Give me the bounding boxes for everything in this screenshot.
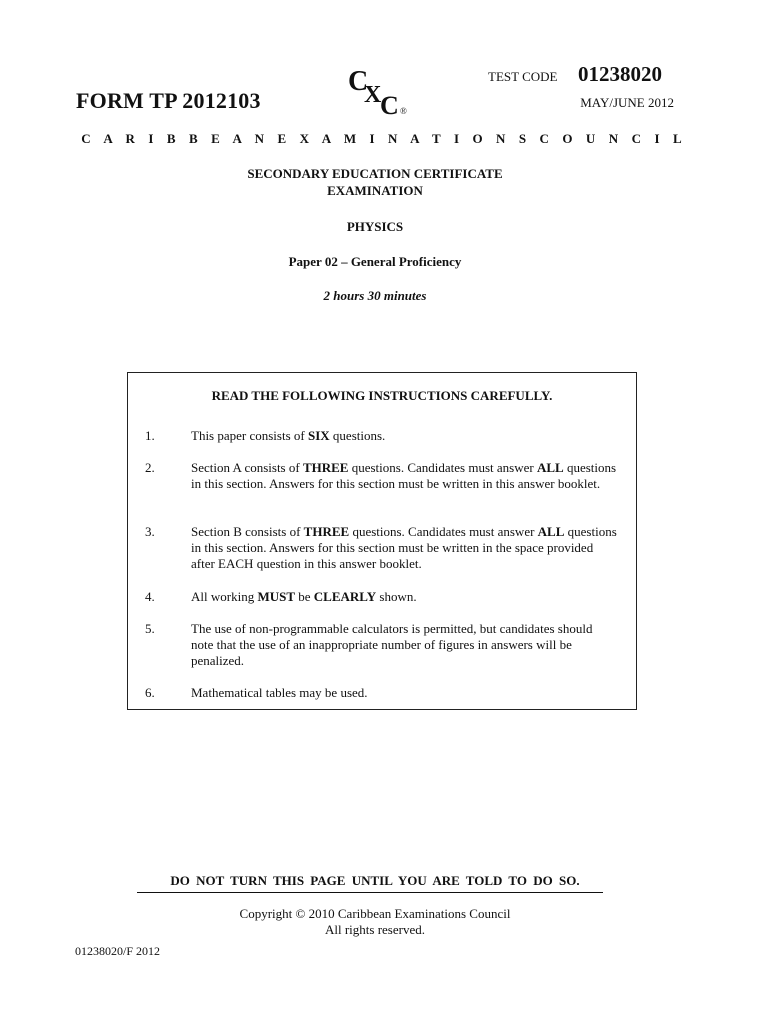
- instruction-number: 3.: [145, 524, 155, 539]
- instructions-title: READ THE FOLLOWING INSTRUCTIONS CAREFULLY.: [211, 388, 553, 403]
- instruction-number: 6.: [145, 685, 155, 700]
- council-name: C A R I B B E A N E X A M I N A T I O N S C O U N C I L: [81, 131, 687, 146]
- instruction-text: This paper consists of SIX questions.: [191, 428, 386, 443]
- logo-registered-mark: ®: [400, 106, 407, 116]
- copyright-line: Copyright © 2010 Caribbean Examinations Council: [239, 906, 511, 921]
- warning-underline: [137, 892, 603, 893]
- test-code-value: 01238020: [578, 62, 662, 86]
- instruction-text: All working MUST be CLEARLY shown.: [191, 589, 417, 604]
- test-code-label: TEST CODE: [488, 69, 558, 84]
- subject-name: PHYSICS: [346, 219, 404, 234]
- cxc-logo: [344, 64, 416, 120]
- logo-letter-c2: C: [380, 91, 399, 120]
- logo-letter-x: X: [364, 82, 382, 108]
- instructions-box: [127, 372, 637, 710]
- exam-title-line1: SECONDARY EDUCATION CERTIFICATE: [247, 166, 503, 181]
- paper-name: Paper 02 – General Proficiency: [288, 254, 462, 269]
- instruction-number: 2.: [145, 460, 155, 475]
- instruction-text: The use of non-programmable calculators is permitted, but candidates should note that the use of an inappropriate number of figures in answers will be penalized.: [191, 621, 593, 668]
- do-not-turn-warning: DO NOT TURN THIS PAGE UNTIL YOU ARE TOLD TO DO SO.: [170, 873, 580, 888]
- instruction-text: Mathematical tables may be used.: [191, 685, 368, 700]
- exam-session: MAY/JUNE 2012: [580, 95, 674, 110]
- instruction-text: Section B consists of THREE questions. Candidates must answer ALL questions in this section. Answers for this section must be written in the space provided after EACH question in this answer booklet.: [191, 524, 617, 571]
- instruction-number: 1.: [145, 428, 155, 443]
- exam-title-line2: EXAMINATION: [327, 183, 423, 198]
- exam-duration: 2 hours 30 minutes: [323, 288, 427, 303]
- form-code: FORM TP 2012103: [76, 88, 261, 113]
- instruction-number: 4.: [145, 589, 155, 604]
- instruction-number: 5.: [145, 621, 155, 636]
- footer-code: 01238020/F 2012: [75, 944, 161, 958]
- instruction-text: Section A consists of THREE questions. Candidates must answer ALL questions in this section. Answers for this section must be written in this answer booklet.: [191, 460, 617, 491]
- rights-reserved-line: All rights reserved.: [324, 922, 425, 937]
- logo-letter-c1: C: [348, 66, 369, 97]
